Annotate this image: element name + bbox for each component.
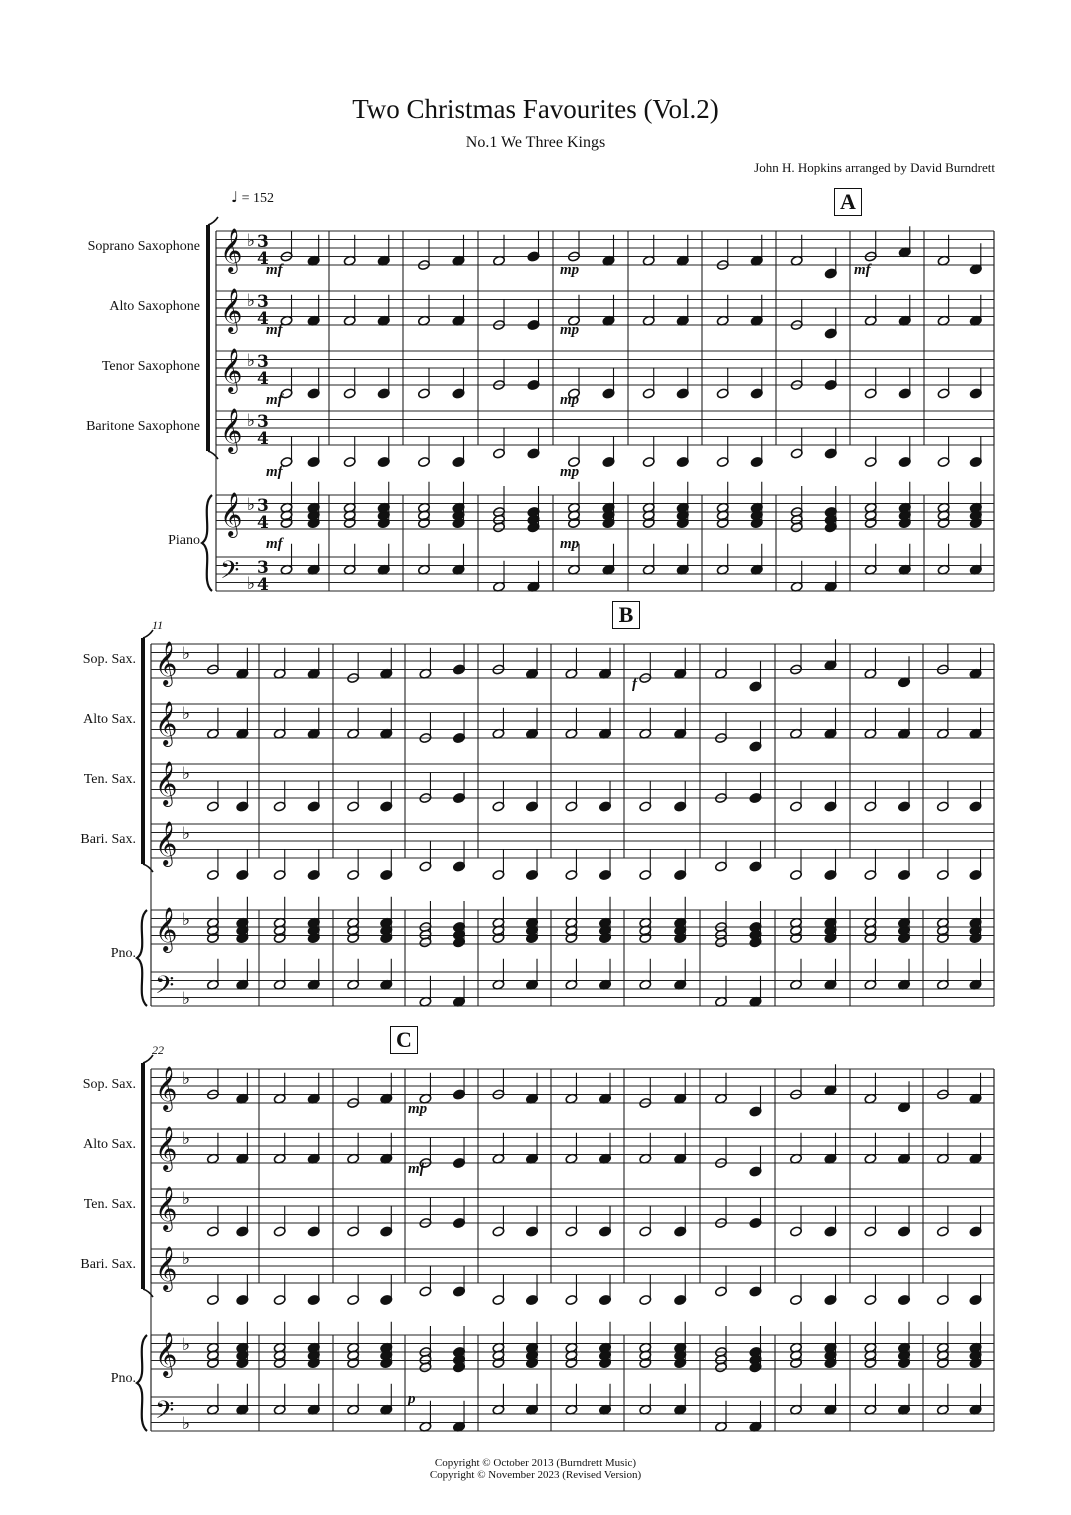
key-flat-icon: ♭	[247, 495, 256, 515]
dynamic-marking: mp	[560, 464, 580, 480]
treble-clef-icon: 𝄞	[155, 641, 178, 685]
time-signature-bottom: 4	[257, 575, 269, 595]
measure-number: 22	[152, 1043, 164, 1057]
bracket-hook	[143, 630, 153, 638]
label-sop-sax-short: Sop. Sax.	[82, 1077, 136, 1092]
key-flat-icon: ♭	[247, 411, 256, 431]
label-bari-sax-short: Bari. Sax.	[80, 832, 136, 847]
dynamic-marking: p	[408, 1391, 416, 1407]
label-piano: Piano	[168, 533, 200, 548]
label-bari-sax-short: Bari. Sax.	[80, 1257, 136, 1272]
treble-clef-icon: 𝄞	[220, 228, 243, 272]
time-signature-top: 3	[257, 352, 269, 372]
piano-brace	[202, 495, 212, 591]
bass-clef-icon: 𝄢	[220, 556, 240, 591]
treble-clef-icon: 𝄞	[155, 761, 178, 805]
treble-clef-icon: 𝄞	[220, 288, 243, 332]
score-subtitle: No.1 We Three Kings	[465, 134, 606, 151]
measure-number: 11	[152, 618, 164, 632]
bass-clef-icon: 𝄢	[155, 971, 175, 1006]
treble-clef-icon: 𝄞	[155, 701, 178, 745]
dynamic-marking: mf	[266, 536, 283, 552]
time-signature-bottom: 4	[257, 429, 269, 449]
key-flat-icon: ♭	[182, 989, 191, 1009]
rehearsal-mark-a: A	[834, 188, 862, 216]
tempo-value: = 152	[241, 191, 274, 206]
bracket-hook	[143, 1055, 153, 1063]
time-signature-bottom: 4	[257, 309, 269, 329]
dynamic-marking: mf	[854, 262, 871, 278]
quarter-note-icon: ♩	[231, 188, 239, 206]
piano-brace	[137, 1335, 147, 1431]
dynamic-marking: mf	[266, 464, 283, 480]
score-title: Two Christmas Favourites (Vol.2)	[352, 94, 719, 124]
label-baritone-sax: Baritone Saxophone	[86, 419, 200, 434]
label-alto-sax-short: Alto Sax.	[83, 1137, 136, 1152]
copyright-line: Copyright © October 2013 (Burndrett Music)	[434, 1457, 637, 1469]
dynamic-marking: mf	[408, 1161, 425, 1177]
key-flat-icon: ♭	[182, 1335, 191, 1355]
key-flat-icon: ♭	[182, 824, 191, 844]
label-ten-sax-short: Ten. Sax.	[83, 1197, 136, 1212]
label-pno-short: Pno.	[110, 1371, 136, 1386]
time-signature-top: 3	[257, 496, 269, 516]
dynamic-marking: mf	[266, 262, 283, 278]
dynamic-marking: mp	[560, 536, 580, 552]
key-flat-icon: ♭	[182, 910, 191, 930]
bass-clef-icon: 𝄢	[155, 1396, 175, 1431]
copyright-footer	[0, 1457, 1071, 1481]
key-flat-icon: ♭	[182, 1414, 191, 1434]
key-flat-icon: ♭	[247, 291, 256, 311]
label-alto-sax: Alto Saxophone	[109, 299, 200, 314]
dynamic-marking: mp	[560, 322, 580, 338]
time-signature-bottom: 4	[257, 369, 269, 389]
label-pno-short: Pno.	[110, 946, 136, 961]
time-signature-bottom: 4	[257, 249, 269, 269]
key-flat-icon: ♭	[247, 574, 256, 594]
time-signature-top: 3	[257, 558, 269, 578]
composer-credit: John H. Hopkins arranged by David Burndrett	[754, 160, 995, 175]
key-flat-icon: ♭	[182, 644, 191, 664]
key-flat-icon: ♭	[182, 704, 191, 724]
treble-clef-icon: 𝄞	[220, 408, 243, 452]
treble-clef-icon: 𝄞	[155, 1066, 178, 1110]
label-tenor-sax: Tenor Saxophone	[101, 359, 200, 374]
treble-clef-icon: 𝄞	[155, 821, 178, 865]
treble-clef-icon: 𝄞	[155, 1126, 178, 1170]
time-signature-top: 3	[257, 412, 269, 432]
dynamic-marking: mf	[266, 322, 283, 338]
rehearsal-mark-b: B	[612, 601, 640, 629]
key-flat-icon: ♭	[247, 231, 256, 251]
treble-clef-icon: 𝄞	[155, 1246, 178, 1290]
key-flat-icon: ♭	[182, 764, 191, 784]
piano-brace	[137, 910, 147, 1006]
treble-clef-icon: 𝄞	[155, 1186, 178, 1230]
label-alto-sax-short: Alto Sax.	[83, 712, 136, 727]
treble-clef-icon: 𝄞	[220, 348, 243, 392]
copyright-line: Copyright © November 2023 (Revised Version)	[429, 1469, 642, 1481]
dynamic-marking: mf	[266, 392, 283, 408]
label-sop-sax-short: Sop. Sax.	[82, 652, 136, 667]
bracket-hook	[208, 217, 218, 225]
key-flat-icon: ♭	[182, 1069, 191, 1089]
time-signature-bottom: 4	[257, 513, 269, 533]
treble-clef-icon: 𝄞	[155, 1332, 178, 1376]
label-soprano-sax: Soprano Saxophone	[87, 239, 200, 254]
time-signature-top: 3	[257, 292, 269, 312]
key-flat-icon: ♭	[182, 1129, 191, 1149]
rehearsal-mark-c: C	[390, 1026, 418, 1054]
dynamic-marking: f	[632, 676, 637, 692]
treble-clef-icon: 𝄞	[220, 492, 243, 536]
treble-clef-icon: 𝄞	[155, 907, 178, 951]
key-flat-icon: ♭	[182, 1189, 191, 1209]
key-flat-icon: ♭	[247, 351, 256, 371]
dynamic-marking: mp	[560, 392, 580, 408]
dynamic-marking: mp	[560, 262, 580, 278]
time-signature-top: 3	[257, 232, 269, 252]
key-flat-icon: ♭	[182, 1249, 191, 1269]
dynamic-marking: mp	[408, 1101, 428, 1117]
label-ten-sax-short: Ten. Sax.	[83, 772, 136, 787]
